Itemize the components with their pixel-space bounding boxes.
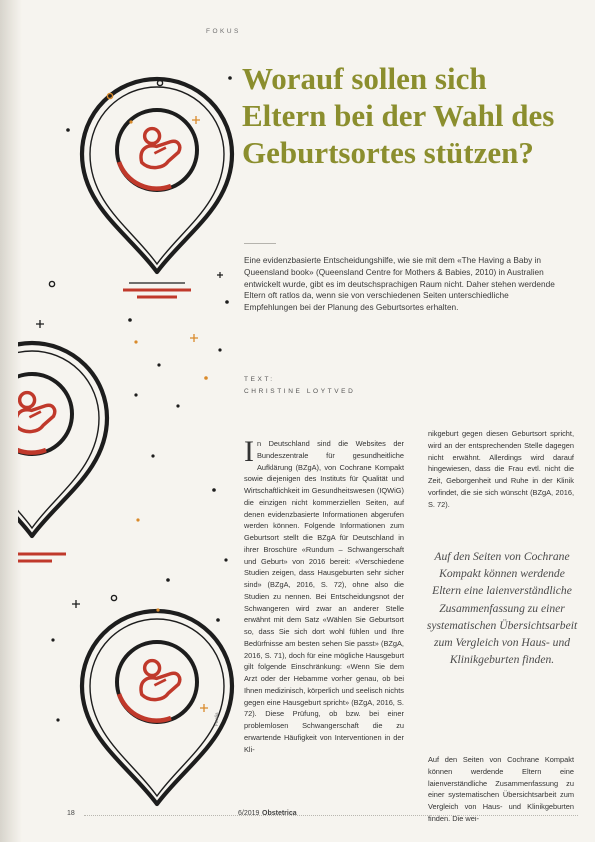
illustration xyxy=(18,20,238,820)
author-name: CHRISTINE LOYTVED xyxy=(244,388,356,395)
issue-number: 6/2019 xyxy=(238,810,260,817)
drop-cap: I xyxy=(244,435,254,468)
pull-quote: Auf den Seiten von Cochrane Kompakt können werdende Eltern eine laienverständliche Zusammenfassung zu einer systematischen Übersichtsarbeit zum Vergleich von Haus- und Klinikgeburten finden. xyxy=(426,550,578,667)
title-line: Worauf sollen sich xyxy=(242,61,487,96)
title-divider xyxy=(244,243,276,244)
photo-credit: Fotolia xyxy=(214,712,219,726)
lead-paragraph: Eine evidenzbasierte Entscheidungshilfe, wie sie mit dem «The Having a Baby in Queensland book» (Queensland Centre for Mothers & Babies, 2010) in Australien entwickelt wurde, gibt es im deutschsprachigen Raum nicht. Daher stehen werdende Eltern oft ratlos da, wenn sie von verschiedenen Seiten unterschiedliche Empfehlungen bei der Planung des Geburtsortes erhalten. xyxy=(244,255,555,313)
body-column-1 xyxy=(244,435,404,755)
title-line: Eltern bei der Wahl des xyxy=(242,98,555,133)
map-pin-baby-icon xyxy=(18,343,107,561)
section-label: FOKUS xyxy=(206,28,241,35)
title-line: Geburtsortes stützen? xyxy=(242,135,534,170)
page-number: 18 xyxy=(67,810,75,817)
author-label: TEXT: xyxy=(244,376,275,383)
map-pin-baby-icon xyxy=(82,79,232,297)
body-text: n Deutschland sind die Websites der Bundeszentrale für gesundheitliche Aufklärung (BZgA), von Cochrane Kompakt sowie diejenigen des Instituts für Qualität und Wirtschaftlichkeit im Gesundheitswesen (IQWiG) die einzigen nicht kommerziellen Seiten, auf denen evidenzbasierte Informationen abgerufen werden können. Folgende Informationen zum Geburtsort stellt die BZgA für Deutschland in ihrer Broschüre «Rundum – Schwangerschaft und Geburt» von 2016 bereit: «Verschiedene Studien zeigen, dass Hausgeburten sehr sicher sind» (BZgA, 2016, S. 72), ohne also die Studien zu nennen. Bei Entscheidungsnot der Schwangeren wird zwar an anderer Stelle erwähnt mit dem Satz «Wählen Sie Geburtsort so, dass Sie sich dort wohl fühlen und Ihre Bedürfnisse am besten sehen Sie passt» (BZgA, 2016, S. 71), doch für eine mögliche Hausgeburt gilt folgende Einschränkung: «Wenn Sie dem Arzt oder der Hebamme vorher genau, ob bei Ihnen medizinisch, körperlich und seelisch nichts gegen eine Hausgeburt spricht» (BZgA, 2016, S. 72). Diese Prüfung, ob bzw. bei einer problemlosen Schwangerschaft die zu erwartende Häufigkeit von Interventionen in der Kli- xyxy=(244,439,404,754)
body-column-2: nikgeburt gegen diesen Geburtsort spricht, wird an der entsprechenden Stelle dagegen nicht erwähnt. Allerdings wird darauf hingewiesen, dass die Frau evtl. nicht die Zeit, Geborgenheit und Ruhe in der Klinik vorfindet, die sie sich wünscht (BZgA, 2016, S. 72). xyxy=(428,429,574,509)
body-column-3: Auf den Seiten von Cochrane Kompakt können werdende Eltern eine laienverständliche Zusammenfassung zu einer systematischen Übersichtsarbeit zum Vergleich von Haus- und Klinikgeburten finden. Die wei- xyxy=(428,755,574,823)
footer-rule xyxy=(84,815,578,816)
article-title xyxy=(242,60,572,171)
map-pin-baby-icon xyxy=(82,611,232,804)
journal-name: Obstetrica xyxy=(262,810,297,817)
